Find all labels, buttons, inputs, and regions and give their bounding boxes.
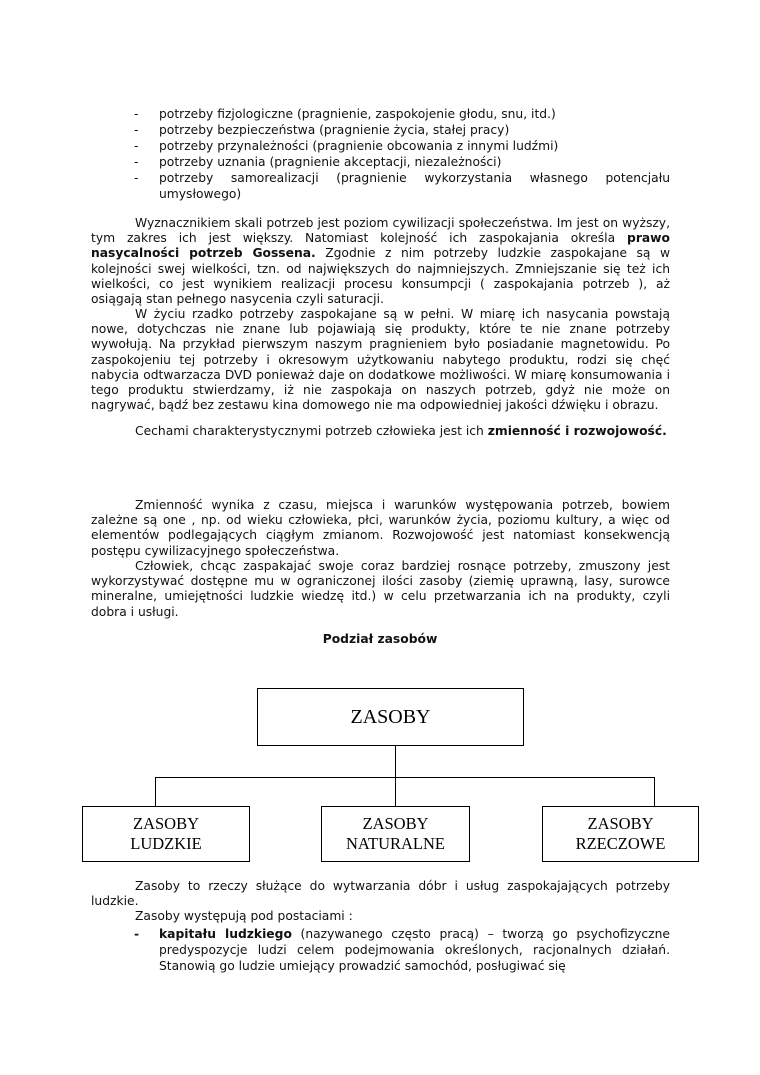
paragraph-resources-use: Człowiek, chcąc zaspakajać swoje coraz bardziej rosnące potrzeby, zmuszony jest wykorzystywać dostępne mu w ograniczonej ilości zasoby (ziemię uprawną, lasy, surowce mineralne, umiejętności ludzkie wiedzę itd.) w celu przetwarzania ich na produkty, czyli dobra i usługi. [91,559,670,619]
diagram-box-material: ZASOBY RZECZOWE [542,806,699,862]
connector-child-2 [395,777,396,806]
bold-term: prawo nasycalności potrzeb Gossena. [91,231,670,261]
connector-child-1 [155,777,156,806]
diagram-box-human: ZASOBY LUDZKIE [82,806,250,862]
list-item: - potrzeby fizjologiczne (pragnienie, zaspokojenie głodu, snu, itd.) [134,107,556,121]
diagram-box-natural: ZASOBY NATURALNE [321,806,470,862]
paragraph-saturation: W życiu rzadko potrzeby zaspokajane są w pełni. W miarę ich nasycania powstają nowe, dotychczas nie znane lub pojawiają się produkty, które te nie znane potrzeby wywołują. Na przykład pierwszym naszym pragnieniem było posiadanie magnetowidu. Po zaspokojeniu tej potrzeby i okresowym użytkowaniu nabytego produktu, rodzi się chęć nabycia odtwarzacza DVD ponieważ daje on dodatkowe możliwości. W miarę konsumowania i tego produktu stwierdzamy, iż nie zaspokaja on naszych potrzeb, gdyż nie może on nagrywać, bądź bez zestawu kina domowego nie ma odpowiedniej jakości dźwięku i obrazu. [91,307,670,413]
paragraph-gossen: Wyznacznikiem skali potrzeb jest poziom cywilizacji społeczeństwa. Im jest on wyższy, tym zakres ich jest większy. Natomiast kolejność ich zaspokajania określa prawo nasycalności potrzeb Gossena. Zgodnie z nim potrzeby ludzkie zaspokajane są w kolejności swej wielkości, tzn. od największych do najmniejszych. Zmniejszanie się też ich wielkości, co jest wynikiem realizacji procesu konsumpcji ( zaspokajania potrzeb ), aż osiągają stan pełnego nasycenia czyli saturacji. [91,216,671,307]
paragraph-resources-forms: Zasoby występują pod postaciami : [135,909,353,923]
diagram-root-box: ZASOBY [257,688,524,746]
paragraph-characteristics: Cechami charakterystycznymi potrzeb człowieka jest ich zmienność i rozwojowość. [135,424,667,438]
needs-list [134,106,670,202]
list-item: - potrzeby bezpieczeństwa (pragnienie życia, stałej pracy) [134,123,510,137]
list-item: - potrzeby uznania (pragnienie akceptacji, niezależności) [134,155,502,169]
resources-diagram [0,680,760,870]
connector-horizontal [155,777,655,778]
bold-term: zmienność i rozwojowość. [487,424,667,438]
list-dash: - [134,139,139,153]
list-dash: - [134,927,140,941]
connector-child-3 [654,777,655,806]
list-item: - potrzeby samorealizacji (pragnienie wykorzystania własnego potencjału umysłowego) [134,171,670,201]
list-dash: - [134,171,139,185]
paragraph-variability: Zmienność wynika z czasu, miejsca i warunków występowania potrzeb, bowiem zależne są one , np. od wieku człowieka, płci, warunków życia, poziomu kultury, a więc od elementów podlegających ciągłym zmianom. Rozwojowość jest natomiast konsekwencją postępu cywilizacyjnego społeczeństwa. [91,498,670,558]
list-dash: - [134,123,139,137]
list-item: - kapitału ludzkiego (nazywanego często pracą) – tworzą go psychofizyczne predyspozycje ludzi celem podejmowania określonych, racjonalnych działań. Stanowią go ludzie umiejący prowadzić samochód, posługiwać się [134,927,670,973]
resource-forms-list [134,926,670,974]
paragraph-resources-definition: Zasoby to rzeczy służące do wytwarzania dóbr i usług zaspokajających potrzeby ludzkie. [91,879,670,909]
list-dash: - [134,155,139,169]
connector-root-vertical [395,746,396,777]
bold-term: kapitału ludzkiego [159,927,292,941]
list-item: - potrzeby przynależności (pragnienie obcowania z innymi ludźmi) [134,139,559,153]
list-dash: - [134,107,139,121]
section-heading: Podział zasobów [322,632,438,646]
